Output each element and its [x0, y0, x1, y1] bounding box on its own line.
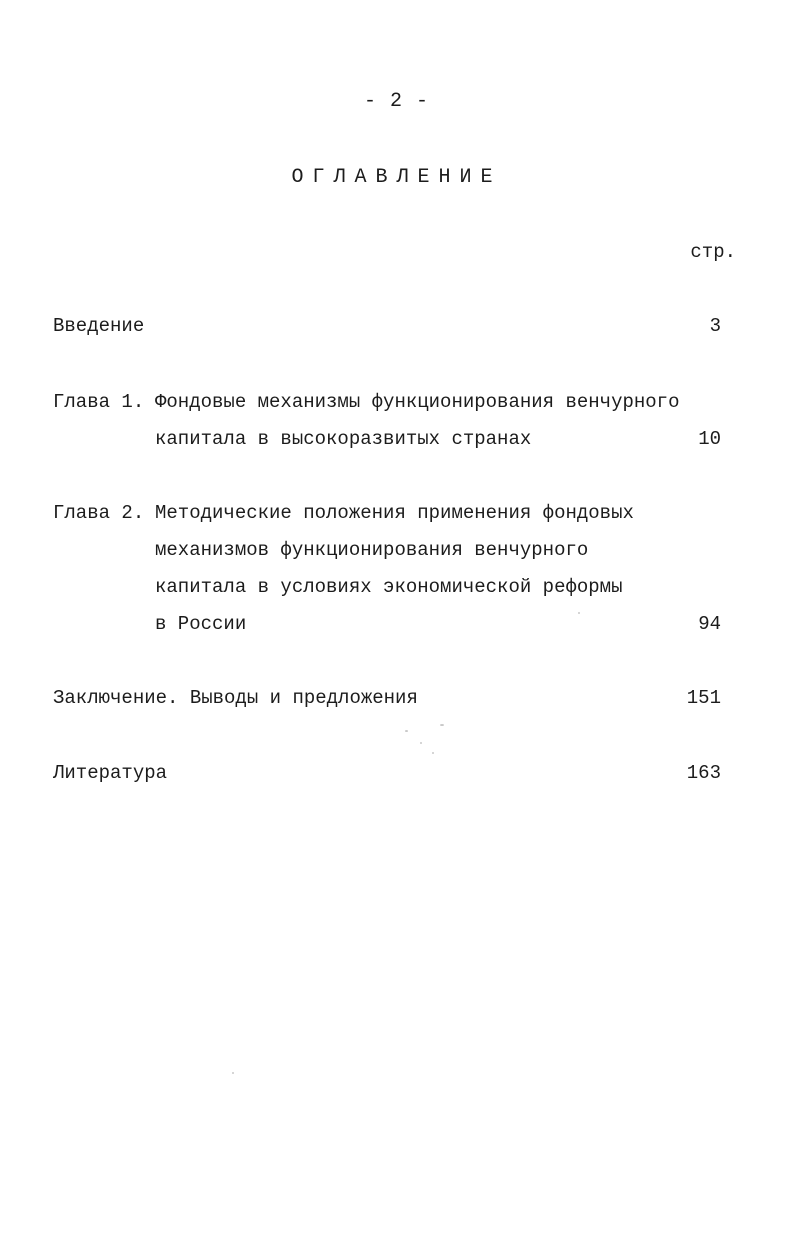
- pages-column-label: стр.: [690, 241, 736, 263]
- toc-entry-page: 163: [686, 762, 721, 784]
- page-number: - 2 -: [363, 90, 429, 113]
- toc-entry-page: 3: [709, 315, 721, 337]
- toc-entry-label: Глава 2.: [53, 502, 145, 524]
- scan-speck: [420, 742, 422, 744]
- scan-speck: [405, 730, 408, 732]
- toc-entry-title-line: капитала в высокоразвитых странах: [155, 428, 532, 450]
- toc-entry-title-line: в России: [155, 613, 247, 635]
- toc-entry-title: [155, 384, 680, 458]
- toc-entry-page: 10: [698, 428, 721, 450]
- scan-speck: [232, 1072, 234, 1074]
- toc-entry-title: Введение: [53, 315, 145, 337]
- page-title: ОГЛАВЛЕНИЕ: [291, 166, 502, 189]
- toc-entry-label: Глава 1.: [53, 391, 145, 413]
- scan-speck: [440, 724, 444, 726]
- scan-speck: [432, 752, 434, 754]
- toc-entry-title: Заключение. Выводы и предложения: [53, 687, 418, 709]
- toc-entry-title-line: капитала в условиях экономической реформы: [155, 576, 623, 598]
- toc-entry-title-line: механизмов функционирования венчурного: [155, 539, 589, 561]
- scan-speck: [578, 612, 580, 614]
- toc-entry-title-line: Фондовые механизмы функционирования венчурного: [155, 391, 680, 413]
- toc-entry-title: [155, 495, 634, 643]
- toc-entry-title-line: Методические положения применения фондовых: [155, 502, 634, 524]
- toc-entry-page: 94: [698, 613, 721, 635]
- toc-entry-title: Литература: [53, 762, 168, 784]
- toc-entry-page: 151: [686, 687, 721, 709]
